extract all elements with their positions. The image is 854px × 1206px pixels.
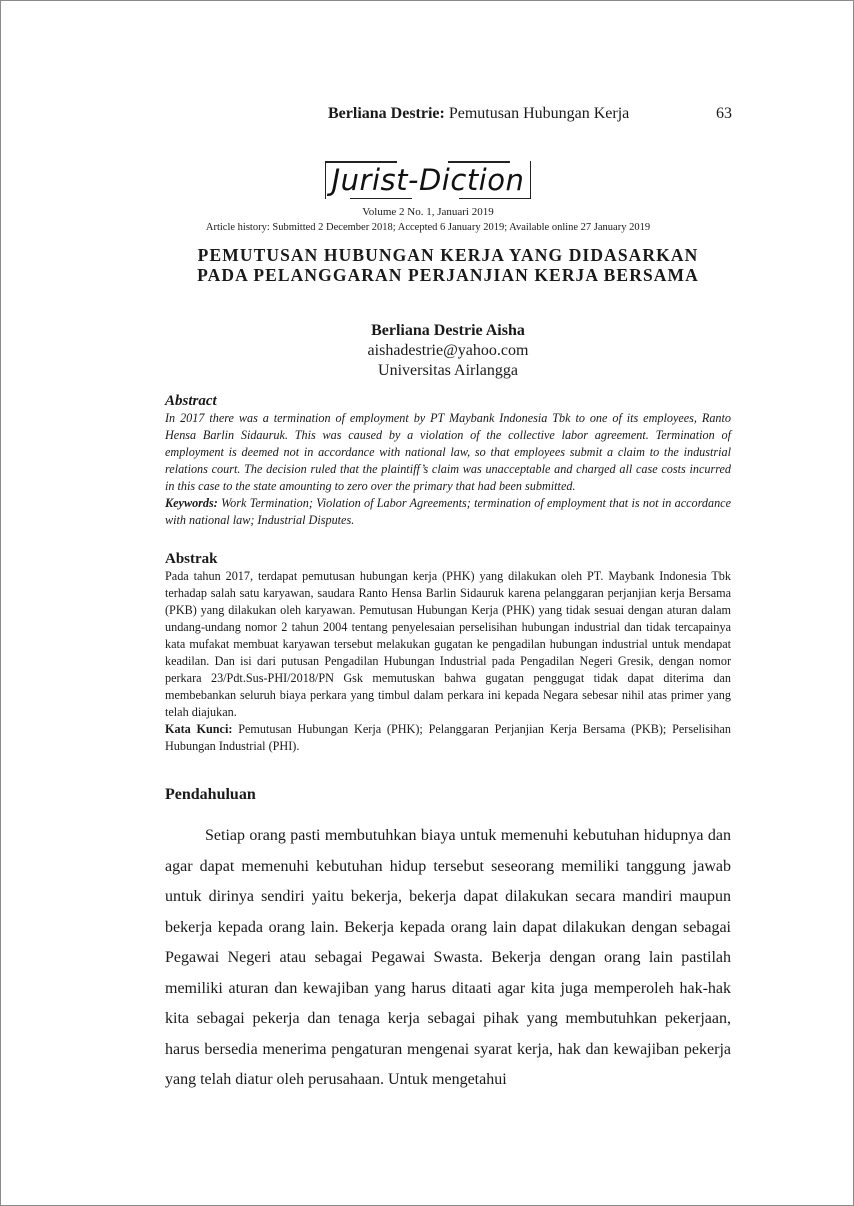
article-history: Article history: Submitted 2 December 2018; Accepted 6 January 2019; Available online 27 January 2019 [205, 222, 651, 233]
logo-top-rule [448, 161, 509, 163]
keywords-text: Work Termination; Violation of Labor Agreements; termination of employment that is not in accordance with national law; Industrial Disputes. [165, 496, 731, 527]
abstrak-text: Pada tahun 2017, terdapat pemutusan hubungan kerja (PHK) yang dilakukan oleh PT. Maybank Indonesia Tbk terhadap salah satu karyawan, saudara Ranto Hensa Barlin Sidauruk karena pelanggaran perjanjian kerja Bersama (PKB) yang dilakukan oleh karyawan. Pemutusan Hubungan Kerja (PHK) yang tidak sesuai dengan aturan dalam undang-undang nomor 2 tahun 2004 tentang penyelesaian perselisihan hubungan industrial dan tidak tercapainya kata mufakat membuat karyawan tersebut melakukan gugatan ke pengadilan hubungan industrial untuk mendapat keadilan. Dan isi dari putusan Pengadilan Hubungan Industrial pada Pengadilan Negeri Gresik, dengan nomor perkara 23/Pdt.Sus-PHI/2018/PN Gsk memutuskan bahwa gugatan penggugat tidak dapat diterima dan membebankan seluruh biaya perkara yang timbul dalam perkara ini kepada Negara sebesar nihil atas primer yang telah diajukan. [165, 569, 731, 719]
logo-bottom-rule [350, 198, 411, 200]
abstract-heading: Abstract [165, 393, 217, 409]
introduction-section [165, 785, 731, 1112]
author-block [1, 321, 854, 381]
journal-logo [325, 161, 532, 199]
page-number: 63 [716, 105, 732, 122]
keywords-paragraph [165, 495, 731, 529]
running-head [1, 105, 854, 127]
author-name: Berliana Destrie Aisha [371, 322, 525, 339]
abstract-english [165, 392, 731, 529]
running-head-title: Pemutusan Hubungan Kerja [444, 105, 630, 122]
abstract-indonesian [165, 550, 731, 755]
abstract-text: In 2017 there was a termination of employment by PT Maybank Indonesia Tbk to one of its employees, Ranto Hensa Barlin Sidauruk. This was caused by a violation of the collective labor agreement. Termination of employment is deemed not in accordance with national law, so that employees submit a claim to the industrial relations court. The decision ruled that the plaintiff’s claim was unacceptable and charged all case costs incurred in this case to the state amounting to zero over the primary that had been submitted. [165, 411, 731, 493]
author-affiliation: Universitas Airlangga [378, 362, 518, 379]
running-head-author: Berliana Destrie: [328, 105, 445, 122]
article-title-line-2: PADA PELANGGARAN PERJANJIAN KERJA BERSAMA [197, 265, 699, 285]
running-head-text [328, 105, 629, 123]
article-title [1, 245, 854, 285]
introduction-paragraph: Setiap orang pasti membutuhkan biaya untuk memenuhi kebutuhan hidupnya dan agar dapat memenuhi kebutuhan hidup tersebut seseorang memiliki tanggung jawab untuk dirinya sendiri yaitu bekerja, bekerja dapat dilakukan secara mandiri maupun bekerja kepada orang lain. Bekerja kepada orang lain dapat dilakukan dengan sebagai Pegawai Negeri atau sebagai Pegawai Swasta. Bekerja dengan orang lain pastilah memiliki aturan dan kewajiban yang harus ditaati agar kita juga memperoleh hak-hak kita sebagai pekerja dan tenaga kerja sebagai pihak yang membutuhkan pekerjaan, harus bersedia menerima pengaturan mengenai syarat kerja, hak dan kewajiban pekerja yang telah diatur oleh perusahaan. Untuk mengetahui [165, 827, 731, 1088]
kata-kunci-label: Kata Kunci: [165, 722, 233, 736]
introduction-heading: Pendahuluan [165, 786, 256, 803]
article-title-line-1: PEMUTUSAN HUBUNGAN KERJA YANG DIDASARKAN [197, 245, 699, 265]
journal-volume: Volume 2 No. 1, Januari 2019 [362, 206, 494, 218]
journal-logo-text: Jurist-Diction [331, 163, 525, 197]
keywords-label: Keywords: [165, 496, 218, 510]
abstrak-heading: Abstrak [165, 551, 218, 567]
kata-kunci-paragraph [165, 721, 731, 755]
kata-kunci-text: Pemutusan Hubungan Kerja (PHK); Pelanggaran Perjanjian Kerja Bersama (PKB); Perselisihan Hubungan Industrial (PHI). [165, 722, 731, 753]
journal-logo-wrap [1, 161, 854, 199]
author-email: aishadestrie@yahoo.com [367, 342, 529, 359]
